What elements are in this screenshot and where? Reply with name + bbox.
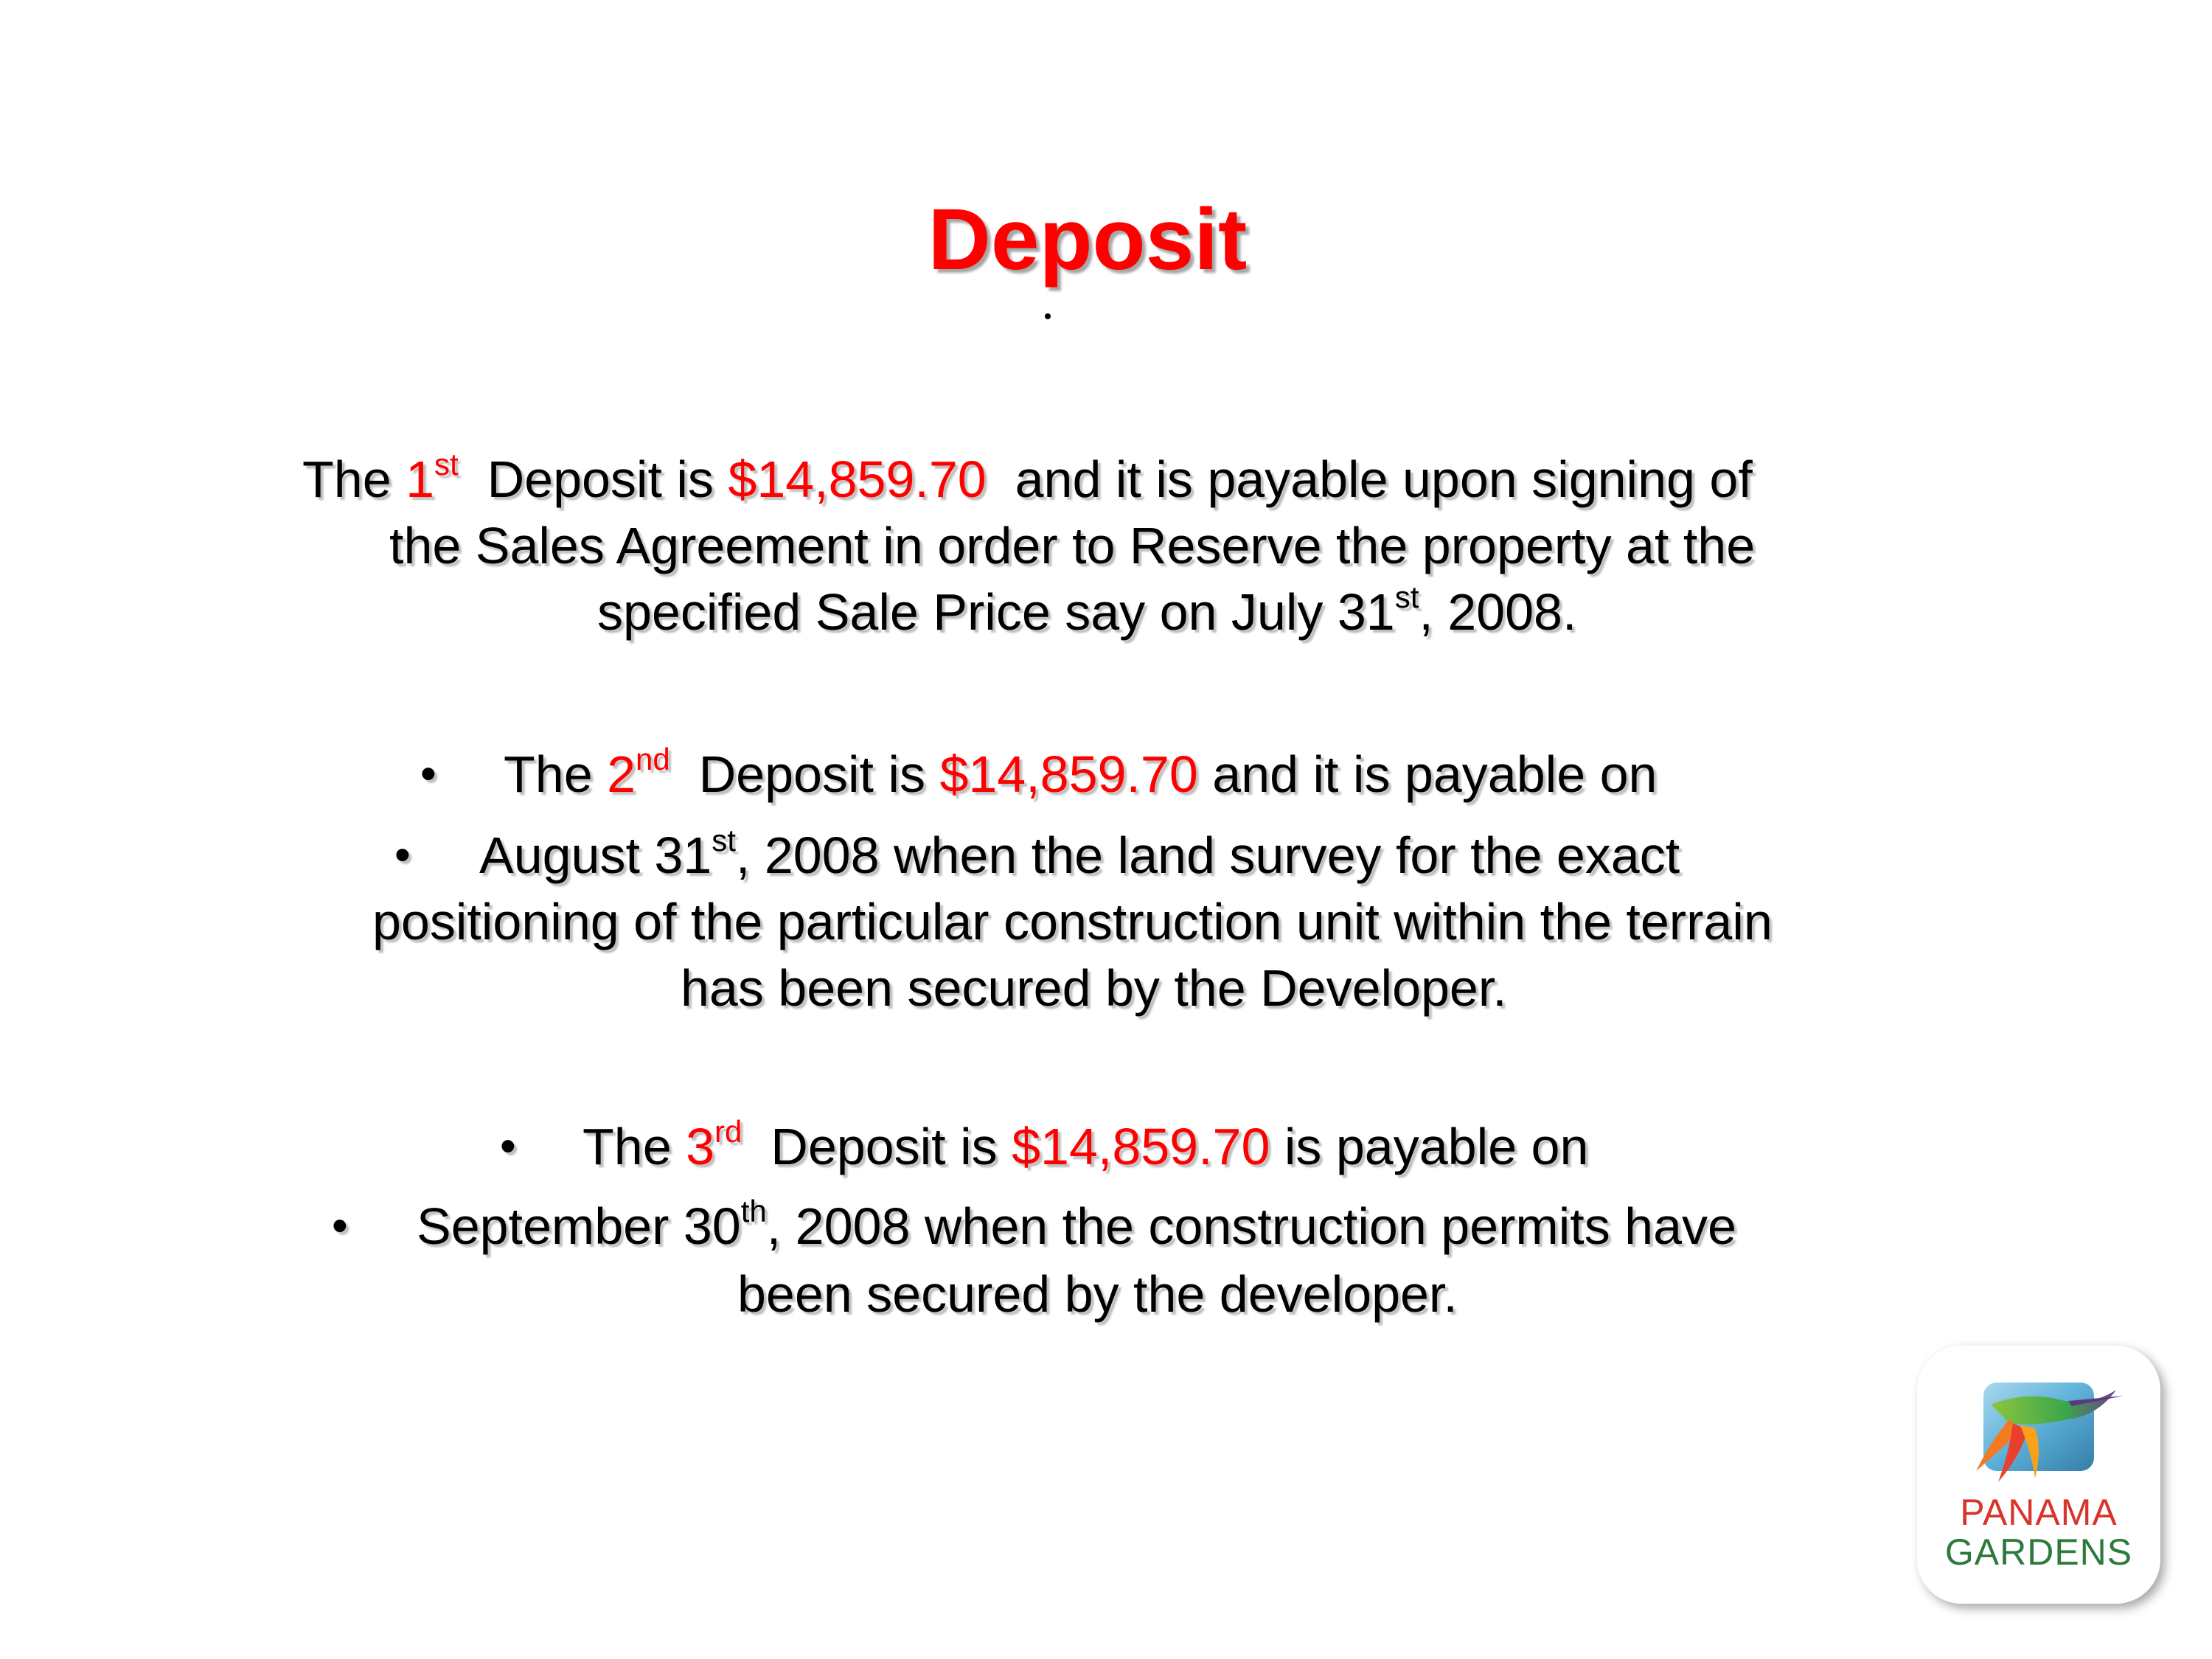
title-dot <box>1045 313 1051 319</box>
ordinal-suffix: st <box>1394 579 1419 614</box>
text: The <box>302 451 406 508</box>
bullet-icon: • <box>500 1121 516 1172</box>
deposit-number: 2 <box>607 745 636 803</box>
panama-gardens-logo <box>1917 1346 2160 1604</box>
deposit-2-line <box>504 741 1657 807</box>
text: and it is payable upon signing of <box>986 451 1753 508</box>
logo-text-panama: PANAMA <box>1960 1492 2118 1533</box>
deposit-1-line-1 <box>302 446 1753 512</box>
ordinal-suffix: th <box>740 1193 767 1228</box>
ordinal-suffix: st <box>712 822 736 858</box>
ordinal-suffix: rd <box>714 1113 742 1149</box>
deposit-2-detail-line-1 <box>479 822 1680 888</box>
logo-text-gardens: GARDENS <box>1944 1531 2133 1573</box>
deposit-3-detail-line-2: been secured by the developer. <box>737 1265 1458 1323</box>
bullet-icon: • <box>332 1200 348 1251</box>
text: , 2008 when the land survey for the exact <box>735 827 1680 884</box>
deposit-amount: $14,859.70 <box>728 451 987 508</box>
hummingbird-icon <box>1939 1360 2138 1493</box>
bullet-icon: • <box>394 830 411 880</box>
text: , 2008 when the construction permits have <box>766 1197 1736 1255</box>
deposit-amount: $14,859.70 <box>1012 1118 1270 1175</box>
text: , 2008. <box>1419 583 1577 641</box>
bullet-icon: • <box>420 748 437 799</box>
text: August 31 <box>479 827 712 884</box>
deposit-1-line-2: the Sales Agreement in order to Reserve the property at the <box>389 517 1756 574</box>
text: is payable on <box>1270 1118 1589 1175</box>
text: and it is payable on <box>1197 745 1658 803</box>
text: specified Sale Price say on July 31 <box>597 583 1395 641</box>
ordinal-suffix: st <box>434 446 459 481</box>
text: September 30 <box>417 1197 741 1255</box>
deposit-number: 1 <box>406 451 435 508</box>
text: Deposit is <box>669 745 940 803</box>
deposit-1-line-3 <box>597 579 1576 645</box>
text: Deposit is <box>458 451 728 508</box>
text: The <box>504 745 608 803</box>
slide-title: Deposit <box>928 191 1248 288</box>
ordinal-suffix: nd <box>636 741 670 776</box>
deposit-2-detail-line-2: positioning of the particular construction unit within the terrain <box>372 893 1773 950</box>
text: The <box>582 1118 686 1175</box>
deposit-amount: $14,859.70 <box>939 745 1198 803</box>
deposit-3-detail-line-1 <box>417 1193 1736 1259</box>
text: Deposit is <box>742 1118 1012 1175</box>
deposit-3-line <box>582 1113 1588 1180</box>
deposit-2-detail-line-3: has been secured by the Developer. <box>681 959 1507 1017</box>
deposit-number: 3 <box>686 1118 715 1175</box>
